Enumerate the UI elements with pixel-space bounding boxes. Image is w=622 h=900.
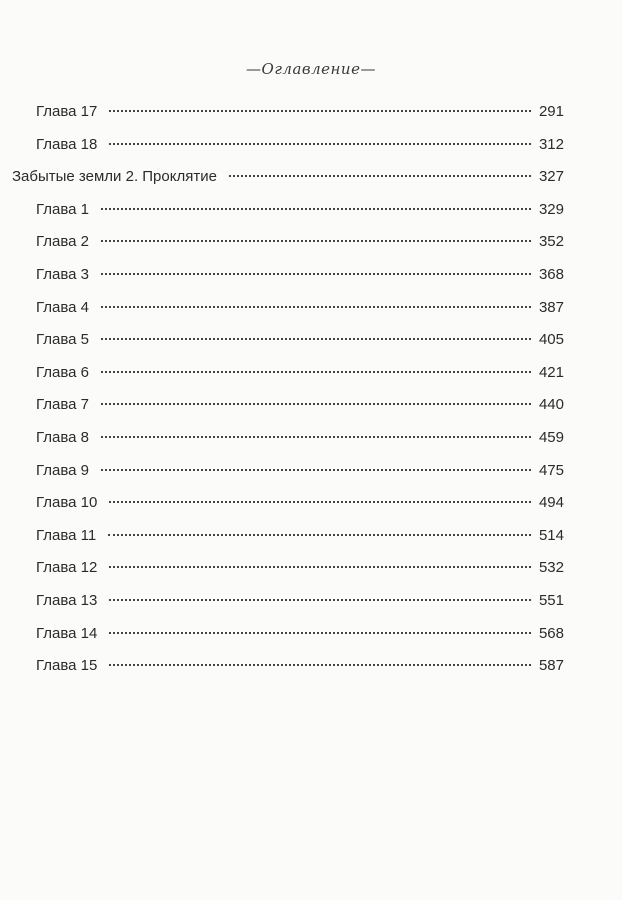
toc-entry-label: Глава 2 bbox=[36, 233, 90, 251]
toc-entry-page: 312 bbox=[538, 135, 564, 153]
toc-entry bbox=[36, 589, 564, 613]
toc-entry bbox=[36, 491, 564, 515]
toc-entry-label: Глава 6 bbox=[36, 363, 90, 381]
dot-leader bbox=[109, 663, 531, 666]
toc-entry-page: 405 bbox=[538, 331, 564, 349]
dot-leader bbox=[109, 109, 531, 112]
dot-leader bbox=[109, 598, 531, 601]
toc-entry bbox=[36, 361, 564, 385]
toc-entry-label: Глава 7 bbox=[36, 396, 90, 414]
toc-entry bbox=[36, 133, 564, 157]
toc-entry bbox=[36, 100, 564, 124]
toc-entry bbox=[36, 556, 564, 580]
toc-entry-label: Глава 18 bbox=[36, 135, 98, 153]
toc-entry-page: 387 bbox=[538, 298, 564, 316]
toc-entry-page: 368 bbox=[538, 266, 564, 283]
toc-entry-page: 532 bbox=[538, 559, 564, 577]
toc-entry-label: Глава 4 bbox=[36, 298, 90, 316]
toc-entry-page: 568 bbox=[538, 624, 564, 642]
dot-leader bbox=[101, 337, 531, 340]
dot-leader bbox=[101, 435, 531, 438]
toc-entry-label: Глава 11 bbox=[36, 526, 97, 544]
toc-entry-label: Глава 1 bbox=[36, 200, 90, 218]
dot-leader bbox=[101, 207, 531, 210]
toc-entry bbox=[36, 459, 564, 483]
toc-entry-page: 494 bbox=[538, 494, 564, 512]
page-title: —Оглавление— bbox=[246, 60, 376, 78]
toc-entry-label: Глава 9 bbox=[36, 461, 90, 479]
toc-entry bbox=[36, 296, 564, 320]
toc-entry bbox=[36, 198, 564, 222]
toc-entry-label: Глава 15 bbox=[36, 657, 98, 675]
toc-entry-label: Глава 13 bbox=[36, 592, 98, 609]
toc-entry-page: 291 bbox=[538, 103, 564, 120]
toc-entry bbox=[36, 654, 564, 678]
dot-leader bbox=[108, 533, 531, 536]
toc-section-entry bbox=[12, 165, 564, 189]
toc-entry bbox=[36, 230, 564, 254]
toc-entry bbox=[36, 263, 564, 287]
toc-entry-label: Глава 14 bbox=[36, 624, 98, 642]
dot-leader bbox=[229, 174, 531, 177]
toc-entry-page: 475 bbox=[538, 461, 564, 479]
toc-entry-page: 551 bbox=[538, 592, 564, 609]
toc-entry-label: Забытые земли 2. Проклятие bbox=[12, 168, 217, 186]
toc-entry bbox=[36, 524, 564, 548]
dot-leader bbox=[101, 468, 531, 471]
toc-entry-page: 327 bbox=[538, 168, 564, 186]
toc-entry-page: 440 bbox=[538, 396, 564, 414]
toc-entry bbox=[36, 328, 564, 352]
toc-entry-page: 421 bbox=[538, 363, 564, 381]
dot-leader bbox=[101, 305, 531, 308]
toc-entry-page: 514 bbox=[538, 526, 564, 544]
dot-leader bbox=[109, 565, 531, 568]
dot-leader bbox=[109, 142, 531, 145]
toc-entry bbox=[36, 393, 564, 417]
dot-leader bbox=[101, 370, 531, 373]
dot-leader bbox=[101, 272, 531, 275]
toc-entry bbox=[36, 622, 564, 646]
toc-entry-page: 352 bbox=[538, 233, 564, 251]
toc-entry-label: Глава 12 bbox=[36, 559, 98, 577]
dot-leader bbox=[101, 239, 531, 242]
toc-entry-page: 459 bbox=[538, 429, 564, 446]
toc-entry-page: 587 bbox=[538, 657, 564, 675]
toc-entry-label: Глава 5 bbox=[36, 331, 90, 349]
toc-entry-label: Глава 17 bbox=[36, 103, 98, 120]
dot-leader bbox=[109, 500, 531, 503]
dot-leader bbox=[109, 631, 531, 634]
toc-entry-label: Глава 10 bbox=[36, 494, 98, 512]
dot-leader bbox=[101, 402, 531, 405]
toc-entry-label: Глава 3 bbox=[36, 266, 90, 283]
toc-entry-page: 329 bbox=[538, 200, 564, 218]
toc-entry bbox=[36, 426, 564, 450]
toc-entry-label: Глава 8 bbox=[36, 429, 90, 446]
